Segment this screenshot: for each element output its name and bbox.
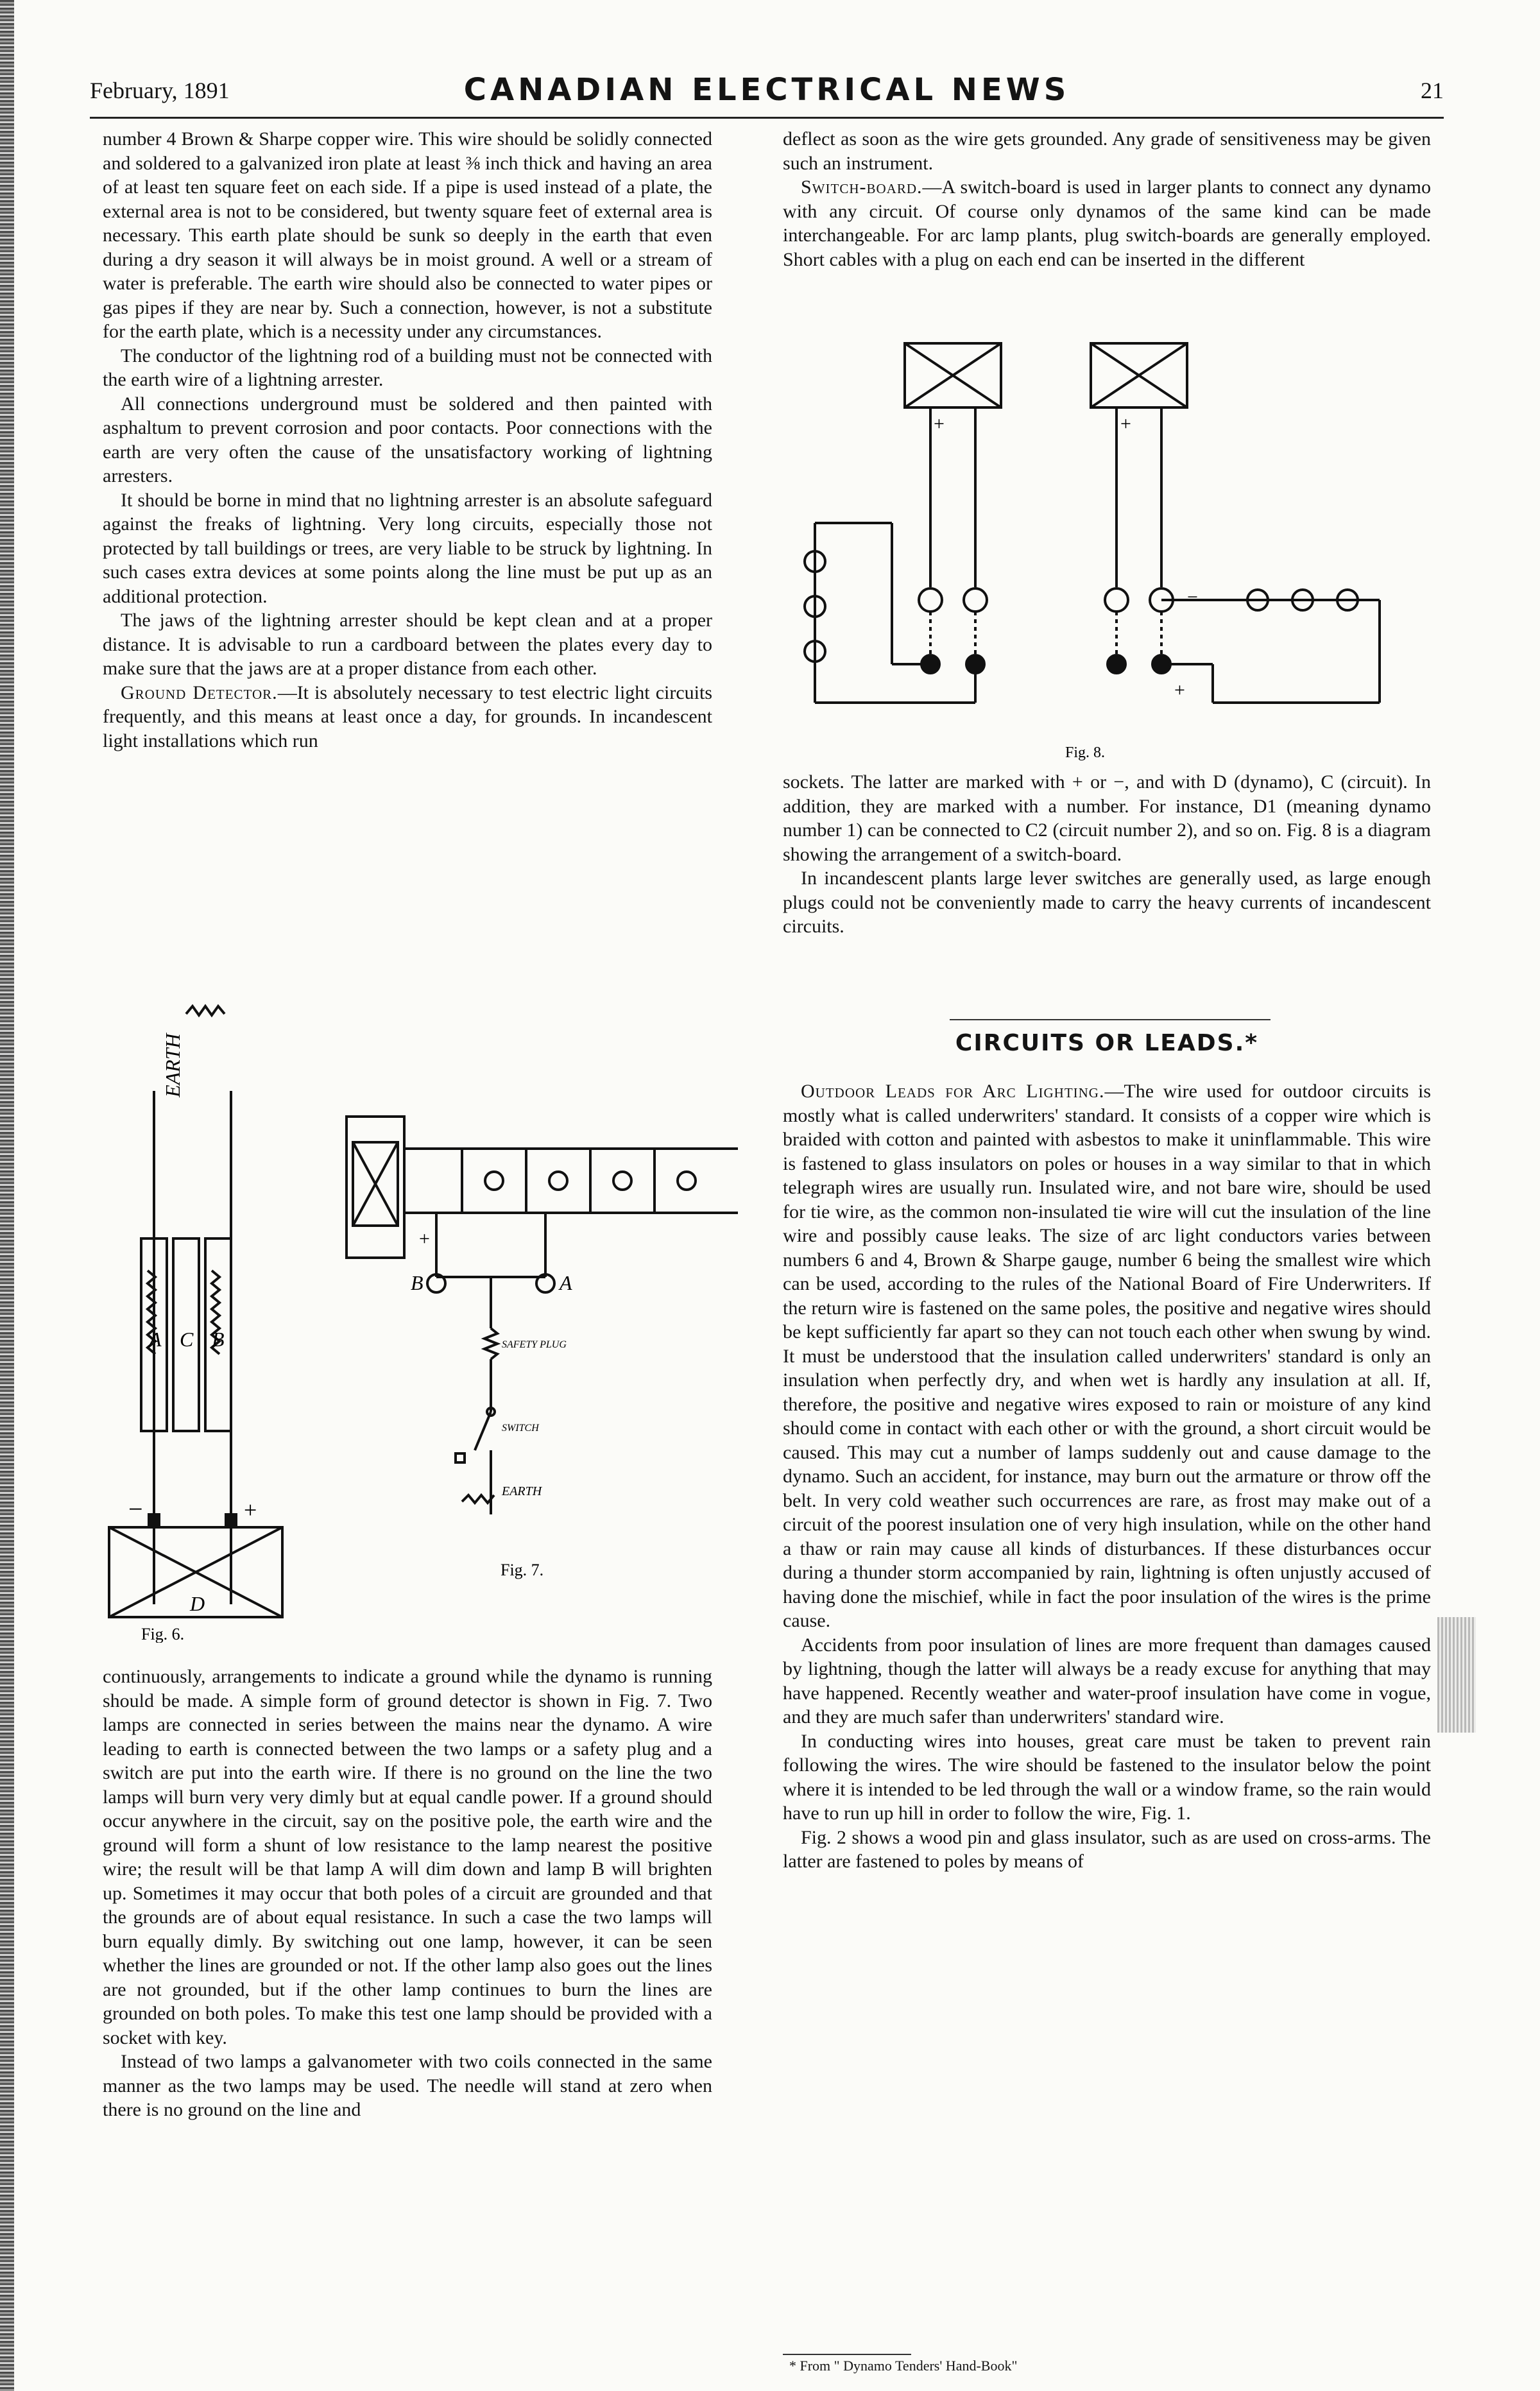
paragraph: In incandescent plants large lever switches are generally used, as large enough plugs could not be conveniently made to carry the heavy currents of incandescent circuits. — [783, 868, 1431, 937]
run-in-heading: Ground Detector. — [121, 681, 278, 703]
fig8-sign-2: + — [1120, 413, 1131, 434]
earth-label: EARTH — [161, 1033, 184, 1097]
coil-label-c: C — [180, 1328, 194, 1351]
paragraph: The jaws of the lightning arrester should be kept clean and at a proper distance. It is advisable to run a cardboard between the plates every day to make sure that the jaws are at a proper distance from each other. — [103, 610, 712, 679]
section-divider — [950, 1019, 1270, 1020]
figure-6 — [103, 1001, 321, 1643]
header-rule — [90, 117, 1444, 119]
section-heading: CIRCUITS OR LEADS.* — [955, 1030, 1259, 1056]
right-column-mid — [783, 770, 1431, 939]
paragraph: It should be borne in mind that no lightning arrester is an absolute safeguard against the freaks of lightning. Very long circuits, especially those not protected by tall buildings or trees, are very liable to be struck by lightning. In such cases extra devices at some points along the line must be put up as an additional protection. — [103, 489, 712, 607]
earth-label: EARTH — [502, 1484, 542, 1498]
fig8-sign-4: + — [1174, 680, 1185, 701]
plus-sign: + — [244, 1497, 257, 1523]
paragraph: All connections underground must be soldered and then painted with asphaltum to prevent corrosion and poor contacts. Poor connections with the earth are very often the cause of the unsatisfactory working of lightning arresters. — [103, 393, 712, 486]
switch-board-paragraph — [783, 175, 1431, 271]
paragraph: In conducting wires into houses, great care must be taken to prevent rain following the wires. The wire should be fastened to the insulator below the point where it is intended to be led through the wall or a window frame, so the rain would have to run up hill in order to follow the wire, Fig. 1. — [783, 1730, 1431, 1824]
switch-label: SWITCH — [502, 1423, 539, 1434]
lamp-b-label: B — [411, 1271, 424, 1294]
paragraph: Fig. 2 shows a wood pin and glass insulator, such as are used on cross-arms. The latter are fastened to poles by means of — [783, 1826, 1431, 1872]
figure-7 — [334, 1091, 751, 1604]
paragraph-text: —The wire used for outdoor circuits is mostly what is called underwriters' standard. It consists of a copper wire which is braided with cotton and painted with asbestos to make it uninflammable. This wire is fastened to glass insulators on poles or houses in a way similar to that in which telegraph wires are usually run. Insulated wire, and not bare wire, should be used for tie wire, as the common non-insulated tie wire will cut the insulation of the line wire and possibly cause leaks. The size of arc light conductors varies between numbers 6 and 4, Brown & Sharpe gauge, number 6 being the smallest wire which can be used, according to the rules of the National Board of Fire Underwriters. If the return wire is fastened on the same poles, the positive and negative wires should be kept sufficiently far apart so they can not touch each other when swung by wind. It must be understood that the insulation called underwriters' standard is only an insulation when perfectly dry, and when wet is hardly any insulation at all. If, therefore, the positive and negative wires exposed to rain or moisture of any kind should come in contact with each other or with the ground, a short circuit would be caused. This may cut a number of lamps suddenly out and cause damage to the dynamo. Such an accident, for instance, may burn out the armature or throw off the belt. In very cold weather such occurrences are rare, as frost may make out of a circuit of the poorest insulation one of very high insulation, while on the other hand a thaw or rain may cause all kinds of disturbances. If these disturbances occur during a thunder storm accompanied by rain, lightning is often unjustly accused of having done the mischief, while in fact the poor insulation of the wires is the prime cause. — [783, 1081, 1431, 1631]
paragraph: sockets. The latter are marked with + or −, and with D (dynamo), C (circuit). In addition, they are marked with a number. For instance, D1 (meaning dynamo number 1) can be connected to C2 (circuit number 2), and so on. Fig. 8 is a diagram showing the arrangement of a switch-board. — [783, 771, 1431, 865]
masthead-title: CANADIAN ELECTRICAL NEWS — [463, 72, 1070, 108]
paragraph: Accidents from poor insulation of lines are more frequent than damages caused by lightning, though the latter will always be a ready excuse for anything that may have happened. Recently weather and water-proof insulation have come in vogue, and they are much safer than underwriters' standard wire. — [783, 1634, 1431, 1727]
page-header — [90, 72, 1444, 117]
minus-sign: − — [128, 1495, 143, 1523]
figure-7-diagram — [334, 1091, 751, 1604]
binding-edge — [0, 0, 14, 2391]
figure-8-diagram — [802, 318, 1412, 767]
run-in-heading: Outdoor Leads for Arc Lighting. — [801, 1081, 1105, 1102]
paragraph: deflect as soon as the wire gets grounded. Any grade of sensitiveness may be given such an instrument. — [783, 128, 1431, 174]
figure-8 — [802, 318, 1412, 767]
header-date: February, 1891 — [90, 78, 230, 103]
run-in-heading: Switch-board. — [801, 176, 923, 198]
fig8-sign-3: − — [1187, 587, 1198, 608]
left-column-bottom — [103, 1665, 712, 2122]
paragraph-text: —It is absolutely necessary to test electric light circuits frequently, and this means at least once a day, for grounds. In incandescent light installations which run — [103, 681, 713, 751]
paragraph: Instead of two lamps a galvanometer with two coils connected in the same manner as the two lamps may be used. The needle will stand at zero when there is no ground on the line and — [103, 2051, 712, 2120]
ground-detector-paragraph — [103, 681, 712, 753]
coil-label-b: B — [212, 1328, 225, 1351]
figure-7-caption: Fig. 7. — [501, 1561, 544, 1579]
right-column-top — [783, 127, 1431, 271]
figure-6-diagram — [103, 1001, 321, 1643]
right-column-bottom — [783, 1079, 1431, 1874]
outdoor-leads-paragraph — [783, 1079, 1431, 1633]
paragraph: number 4 Brown & Sharpe copper wire. This wire should be solidly connected and soldered to a galvanized iron plate at least ⅜ inch thick and having an area of at least ten square feet on each side. If a pipe is used instead of a plate, the external area is not to be considered, but twenty square feet of external area is necessary. This earth plate should be sunk so deeply in the earth that even during a dry season it will always be in moist ground. A well or a stream of water is preferable. The earth wire should also be connected to water pipes or gas pipes if they are near by. Such a connection, however, is not a substitute for the earth plate, which is a necessity under any circumstances. — [103, 128, 712, 342]
print-artifact — [1437, 1617, 1476, 1733]
safety-plug-label: SAFETY PLUG — [502, 1339, 567, 1350]
footnote: * From " Dynamo Tenders' Hand-Book" — [789, 2358, 1018, 2374]
coil-label-a: A — [149, 1328, 162, 1351]
paragraph-text: —A switch-board is used in larger plants to connect any dynamo with any circuit. Of course only dynamos of the same kind can be made interchangeable. For arc lamp plants, plug switch-boards are generally employed. Short cables with a plug on each end can be inserted in the different — [783, 176, 1431, 270]
paragraph: continuously, arrangements to indicate a ground while the dynamo is running should be made. A simple form of ground detector is shown in Fig. 7. Two lamps are connected in series between the mains near the dynamo. A wire leading to earth is connected between the two lamps or a safety plug and a switch are put into the earth wire. If there is no ground on the line the two lamps will burn very very dimly but at equal candle power. If a ground should occur anywhere in the circuit, say on the positive pole, the earth wire and the ground will form a shunt of low resistance to the lamp nearest the positive wire; the result will be that lamp A will dim down and lamp B will brighten up. Sometimes it may occur that both poles of a circuit are grounded and that the grounds are of about equal resistance. In such a case the two lamps will burn equally dimly. By switching out one lamp, however, it can be seen whether the lines are grounded or not. If the other lamp also goes out the lines are not grounded, but if the other lamp continues to burn the lines are grounded on both poles. To make this test one lamp should be provided with a socket with key. — [103, 1666, 712, 2048]
fig8-sign-1: + — [934, 413, 945, 434]
left-column-top — [103, 127, 712, 753]
plus-sign: + — [419, 1228, 430, 1249]
footnote-rule — [783, 2354, 911, 2355]
lamp-a-label: A — [560, 1271, 572, 1294]
page-number: 21 — [1421, 78, 1444, 103]
dynamo-label: D — [190, 1592, 205, 1615]
figure-6-caption: Fig. 6. — [141, 1625, 185, 1643]
paragraph: The conductor of the lightning rod of a building must not be connected with the earth wire of a lightning arrester. — [103, 345, 712, 390]
figure-8-caption: Fig. 8. — [1065, 744, 1106, 761]
